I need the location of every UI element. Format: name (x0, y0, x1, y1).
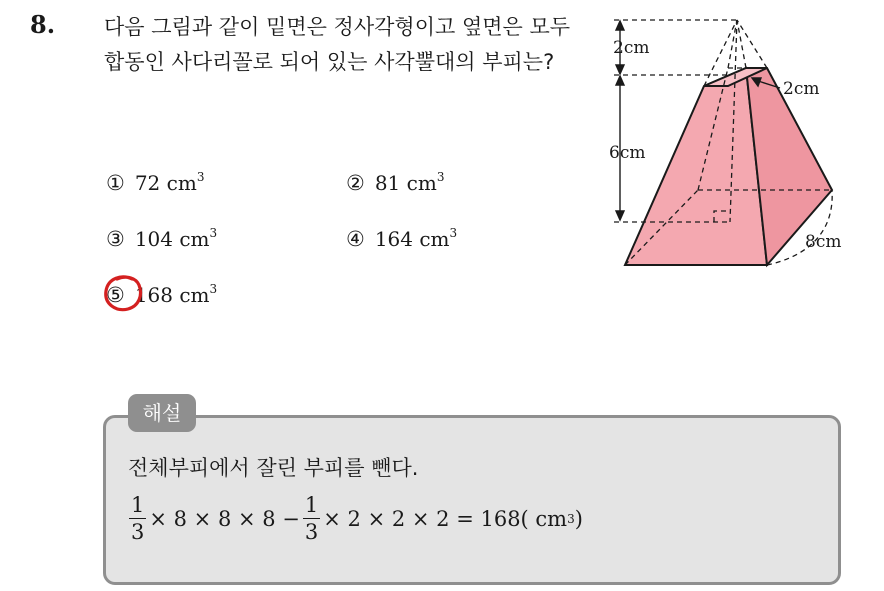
solution-formula (126, 492, 583, 545)
front-face (625, 68, 767, 265)
choice-value: 72 cm (134, 171, 197, 195)
label-base-edge: 8cm (805, 232, 842, 252)
formula-part-2: × 2 × 2 × 2 = 168( cm (323, 506, 568, 531)
question-text: 다음 그림과 같이 밑면은 정사각형이고 옆면은 모두 합동인 사다리꼴로 되어 있는 사각뿔대의 부피는? (104, 15, 571, 74)
fraction-one-third-a (129, 492, 146, 545)
choice-2[interactable] (346, 170, 444, 195)
choice-exp: 3 (436, 170, 445, 184)
choice-value: 81 cm (374, 171, 437, 195)
choice-value: 164 cm (374, 227, 450, 251)
fraction-numerator: 1 (304, 493, 319, 517)
choice-3[interactable] (106, 226, 217, 251)
choice-marker: ① (106, 171, 125, 195)
choice-marker: ③ (106, 227, 125, 251)
answer-circle-mark (102, 273, 144, 313)
label-top-height: 2cm (613, 38, 650, 58)
choice-marker: ④ (346, 227, 365, 251)
formula-close: ) (574, 506, 583, 531)
solution-tag: 해설 (128, 394, 196, 432)
fraction-numerator: 1 (131, 493, 145, 517)
question-number: 8. (30, 10, 56, 39)
solution-line-1: 전체부피에서 잘린 부피를 뺀다. (128, 456, 419, 480)
fraction-one-third-b (303, 492, 320, 545)
label-height: 6cm (609, 143, 646, 163)
choice-4[interactable] (346, 226, 457, 251)
choice-marker: ② (346, 171, 365, 195)
frustum-figure (600, 8, 870, 278)
choice-value: 168 cm (134, 283, 210, 307)
formula-exponent: 3 (567, 511, 575, 526)
fraction-denominator: 3 (304, 520, 319, 544)
choice-value: 104 cm (134, 227, 210, 251)
choice-marker: ⑤ (106, 283, 125, 307)
choice-1[interactable] (106, 170, 204, 195)
fraction-denominator: 3 (131, 520, 145, 544)
formula-part-1: × 8 × 8 × 8 − (149, 506, 300, 531)
choice-exp: 3 (449, 226, 458, 240)
choice-exp: 3 (209, 282, 218, 296)
choice-exp: 3 (196, 170, 205, 184)
label-top-edge: 2cm (783, 79, 820, 99)
choice-exp: 3 (209, 226, 218, 240)
